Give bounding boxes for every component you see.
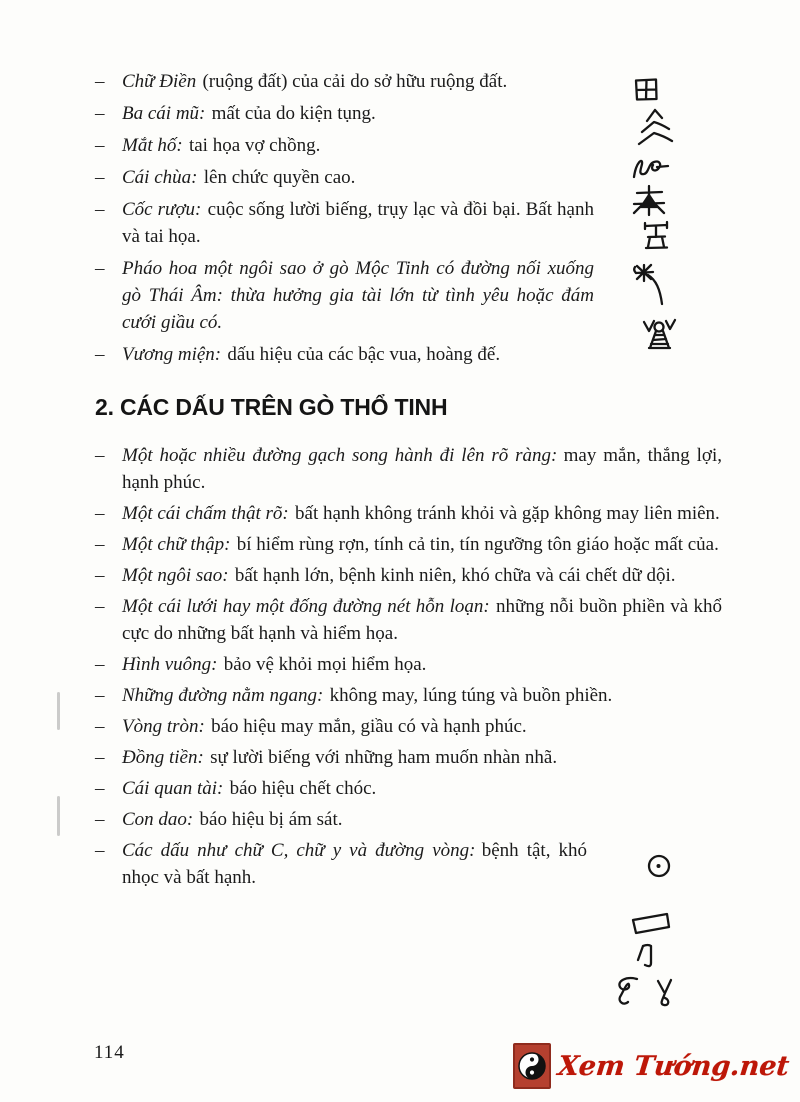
list-item [95, 744, 587, 771]
item-description: bí hiểm rùng rợn, tính cả tin, tín ngưỡng tôn giáo hoặc mất của. [236, 534, 719, 555]
list-item [95, 531, 722, 558]
item-term: Một hoặc nhiều đường gạch song hành đi lên rõ ràng: [122, 445, 558, 466]
item-description: lên chức quyền cao. [203, 167, 356, 188]
list-item [95, 775, 722, 802]
item-term: Con dao: [122, 809, 194, 830]
dash-bullet: – [95, 135, 105, 156]
dash-bullet: – [95, 534, 105, 555]
y-mark-glyph [652, 977, 682, 1009]
item-term: Những đường nằm ngang: [122, 685, 324, 706]
list-item [95, 713, 562, 740]
list-item [95, 164, 594, 191]
yin-yang-icon [517, 1051, 547, 1081]
item-description: báo hiệu bị ám sát. [199, 809, 343, 830]
dash-bullet: – [95, 71, 105, 92]
coin-glyph [645, 852, 673, 880]
dash-bullet: – [95, 747, 105, 768]
coffin-glyph [629, 911, 673, 939]
item-description: bảo vệ khỏi mọi hiểm họa. [223, 654, 427, 675]
item-term: Một cái lưới hay một đống đường nét hỗn loạn: [122, 596, 490, 617]
item-description: cuộc sống lười biếng, trụy lạc và đồi bại. Bất hạnh và tai họa. [122, 199, 594, 247]
item-description: tai họa vợ chồng. [188, 135, 321, 156]
dash-bullet: – [95, 258, 105, 279]
dash-bullet: – [95, 503, 105, 524]
item-description: bất hạnh lớn, bệnh kinh niên, khó chữa và cái chết dữ dội. [234, 565, 676, 586]
item-term: Một ngôi sao: [122, 565, 229, 586]
section1-list [95, 68, 722, 368]
item-term: Các dấu như chữ C, chữ y và đường vòng: [122, 840, 476, 861]
list-item [95, 68, 594, 95]
list-item [95, 132, 594, 159]
wine-goblet-glyph [640, 219, 672, 257]
item-description: bất hạnh không tránh khỏi và gặp không may liên miên. [295, 503, 720, 524]
dash-bullet: – [95, 167, 105, 188]
item-term: Ba cái mũ: [122, 103, 206, 124]
item-term: Cái quan tài: [122, 778, 224, 799]
dash-bullet: – [95, 445, 105, 466]
list-item [95, 255, 594, 336]
pagoda-star-glyph [631, 184, 667, 218]
item-description: báo hiệu may mắn, giầu có và hạnh phúc. [211, 716, 527, 737]
item-term: Một cái chấm thật rõ: [122, 503, 289, 524]
dash-bullet: – [95, 199, 105, 220]
list-item [95, 500, 722, 527]
item-term: Pháo hoa một ngôi sao ở gò Mộc Tinh có đường nối xuống gò Thái Âm: thừa hưởng gia tài lớn từ tình yêu hoặc đám cưới giầu có. [122, 258, 594, 333]
dash-bullet: – [95, 716, 105, 737]
list-item [95, 651, 722, 678]
knife-glyph [633, 943, 661, 975]
item-term: Cốc rượu: [122, 199, 202, 220]
item-term: Đồng tiền: [122, 747, 204, 768]
item-term: Hình vuông: [122, 654, 218, 675]
page-number: 114 [94, 1042, 125, 1063]
dash-bullet: – [95, 596, 105, 617]
item-description: dấu hiệu của các bậc vua, hoàng đế. [227, 344, 501, 365]
list-item [95, 682, 722, 709]
item-term: Vòng tròn: [122, 716, 205, 737]
crown-glyph [640, 317, 680, 357]
item-term: Mắt hố: [122, 135, 183, 156]
list-item [95, 100, 594, 127]
list-item [95, 341, 594, 368]
scan-edge-smudge [57, 796, 60, 836]
section-heading: 2. CÁC DẤU TRÊN GÒ THỔ TINH [95, 394, 448, 420]
three-hats-glyph [634, 106, 676, 150]
section2-list [95, 442, 723, 891]
dash-bullet: – [95, 840, 105, 861]
item-description: bệnh tật, khó nhọc và bất hạnh. [122, 840, 587, 888]
watermark-site-text: Xem Tướng.net [556, 1050, 791, 1082]
dash-bullet: – [95, 778, 105, 799]
list-item [95, 593, 722, 647]
c-mark-glyph [613, 975, 645, 1009]
item-term: Cái chùa: [122, 167, 198, 188]
item-description: mất của do kiện tụng. [211, 103, 376, 124]
list-item [95, 837, 587, 891]
dash-bullet: – [95, 809, 105, 830]
item-description: báo hiệu chết chóc. [229, 778, 377, 799]
item-term: Một chữ thập: [122, 534, 231, 555]
yin-yang-logo [513, 1043, 551, 1089]
scan-edge-smudge [57, 692, 60, 730]
item-description: (ruộng đất) của cải do sở hữu ruộng đất. [202, 71, 508, 92]
dash-bullet: – [95, 565, 105, 586]
item-description: những nỗi buồn phiền và khổ cực do những bất hạnh và hiểm họa. [122, 596, 722, 644]
dash-bullet: – [95, 103, 105, 124]
star-with-line-glyph [632, 262, 684, 308]
item-term: Vương miện: [122, 344, 222, 365]
list-item [95, 196, 594, 250]
item-term: Chữ Điền [122, 71, 197, 92]
pit-eyes-squiggle-glyph [630, 153, 680, 183]
dash-bullet: – [95, 654, 105, 675]
item-description: không may, lúng túng và buồn phiền. [329, 685, 613, 706]
item-description: may mắn, thắng lợi, hạnh phúc. [122, 445, 723, 493]
list-item [95, 442, 723, 496]
list-item [95, 806, 722, 833]
watermark [513, 1043, 795, 1089]
item-description: sự lười biếng với những ham muốn nhàn nhã. [210, 747, 558, 768]
field-character-glyph [632, 76, 660, 104]
dash-bullet: – [95, 344, 105, 365]
dash-bullet: – [95, 685, 105, 706]
list-item [95, 562, 722, 589]
